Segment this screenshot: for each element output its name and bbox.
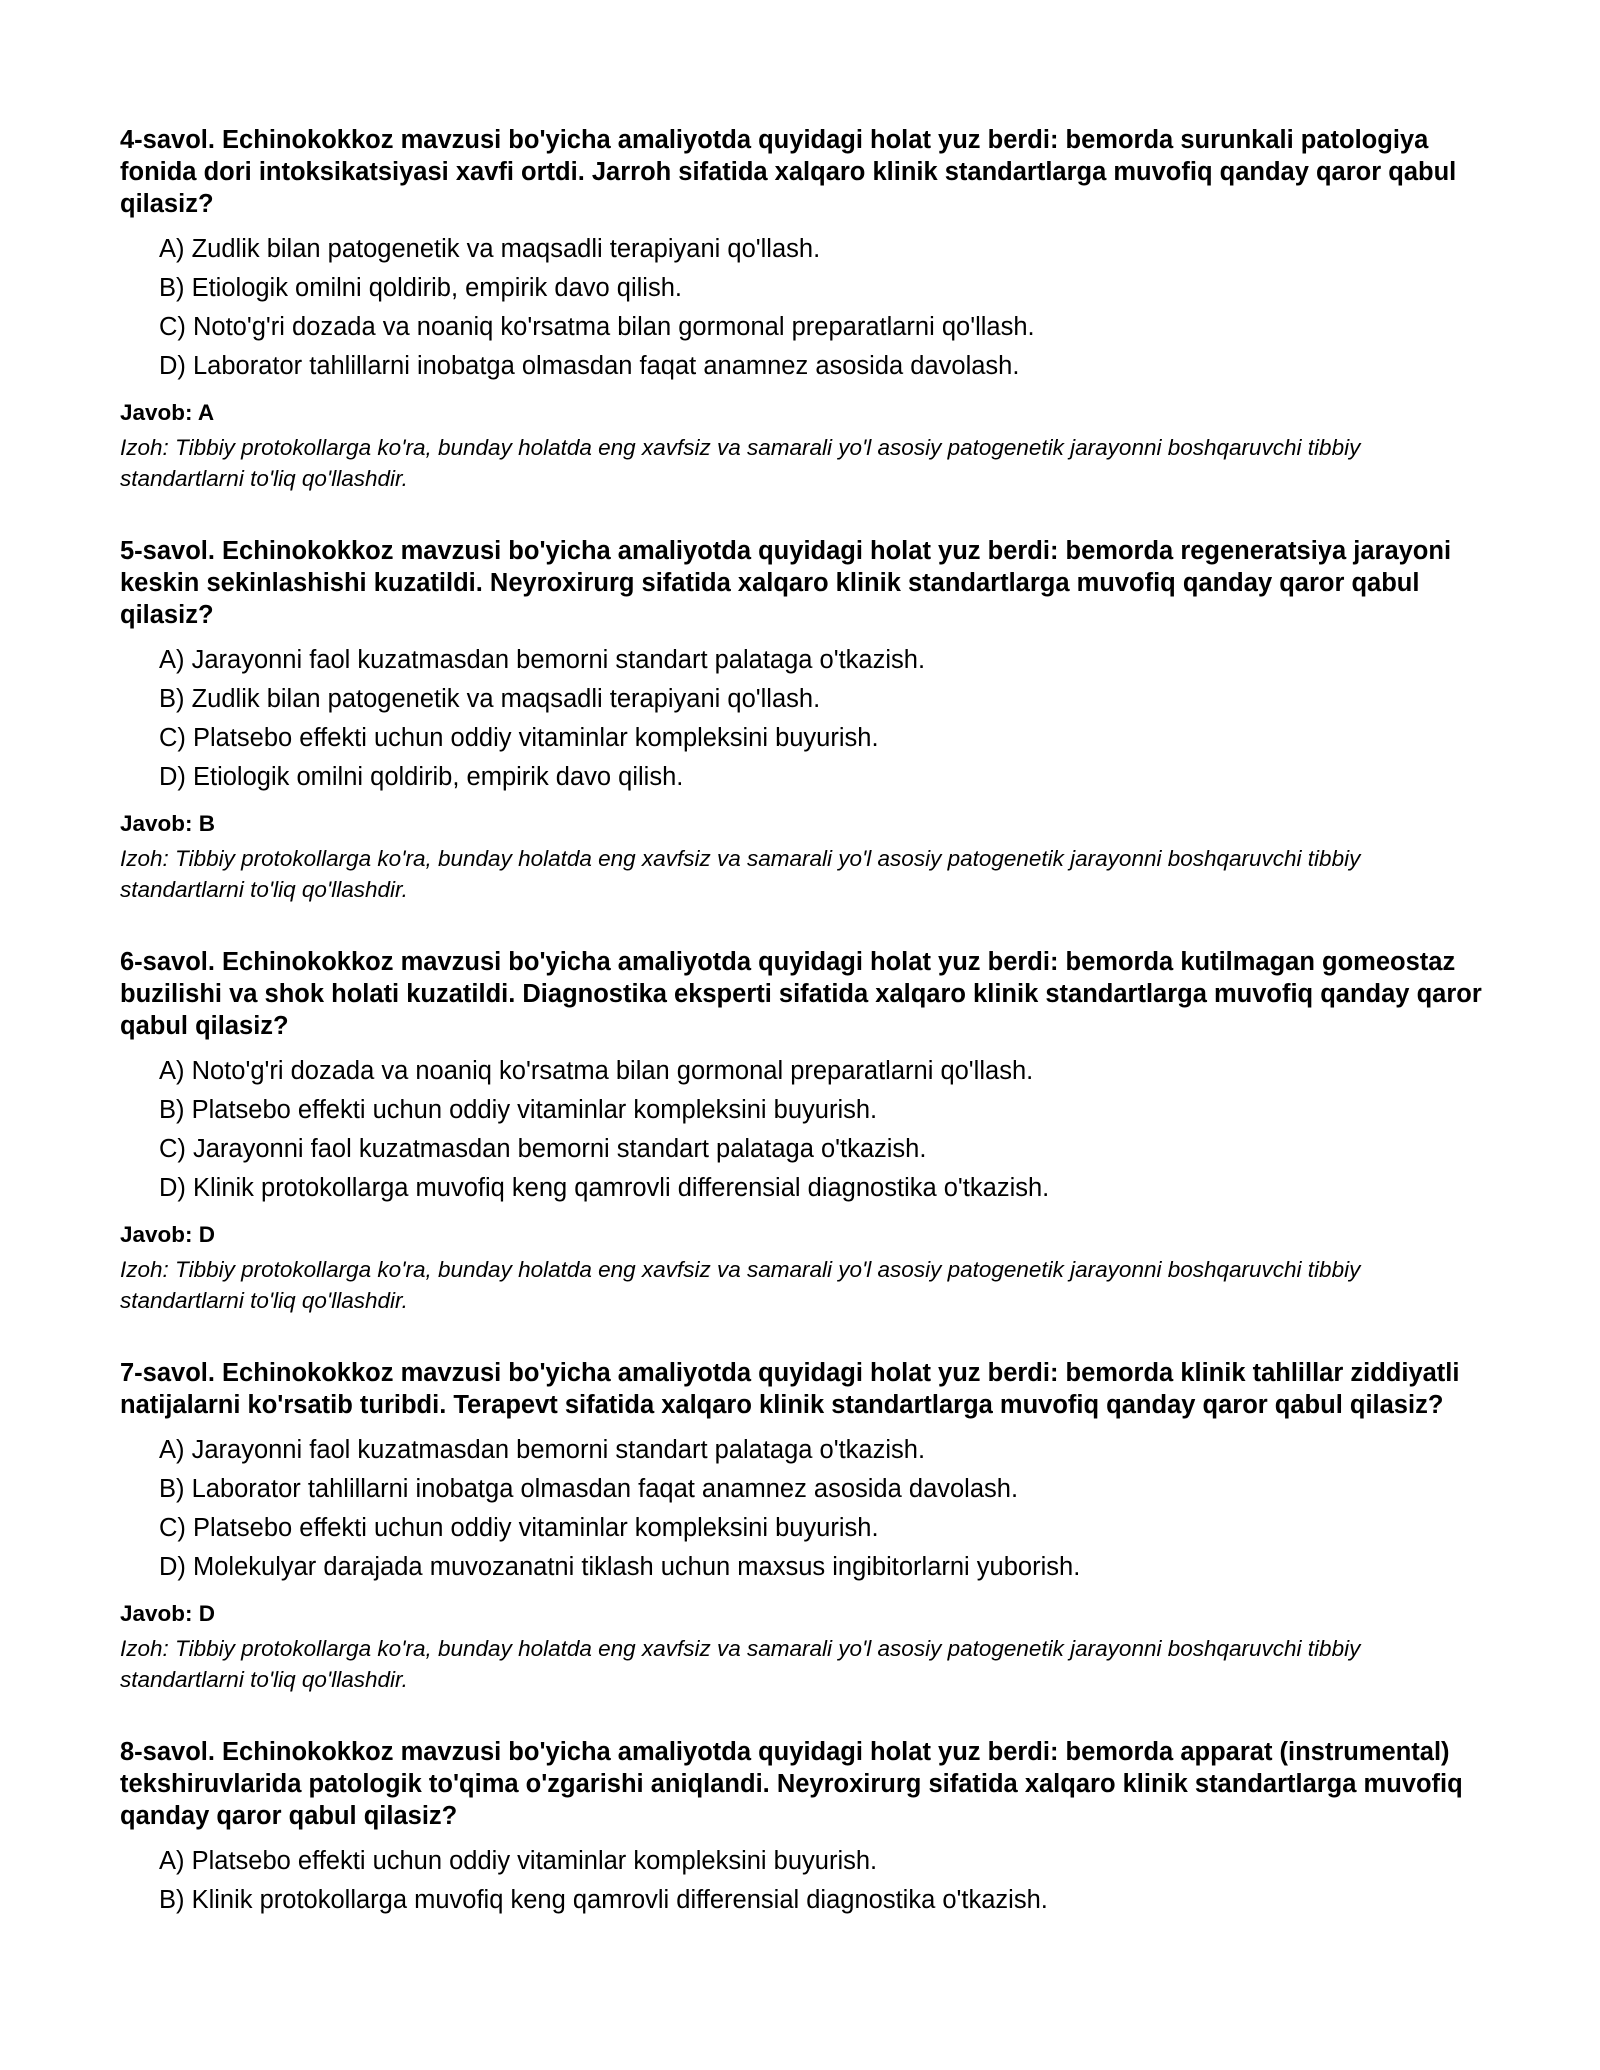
option-list <box>120 641 1490 797</box>
option-a: A) Zudlik bilan patogenetik va maqsadli terapiyani qo'llash. <box>159 235 821 263</box>
option-b: B) Platsebo effekti uchun oddiy vitaminlar kompleksini buyurish. <box>159 1096 878 1124</box>
option-d: D) Molekulyar darajada muvozanatni tiklash uchun maxsus ingibitorlarni yuborish. <box>159 1553 1081 1581</box>
option-list <box>120 1052 1490 1208</box>
option-b: B) Zudlik bilan patogenetik va maqsadli terapiyani qo'llash. <box>159 685 821 713</box>
option-c: C) Platsebo effekti uchun oddiy vitaminlar kompleksini buyurish. <box>159 724 879 752</box>
option-b: B) Klinik protokollarga muvofiq keng qamrovli differensial diagnostika o'tkazish. <box>159 1886 1048 1914</box>
answer-label: Javob: A <box>120 400 215 425</box>
explanation-note: Izoh: Tibbiy protokollarga ko'ra, bunday holatda eng xavfsiz va samarali yo'l asosiy patogenetik jarayonni boshqaruvchi tibbiy standartlarni to'liq qo'llashdir. <box>120 1257 1361 1313</box>
option-d: D) Klinik protokollarga muvofiq keng qamrovli differensial diagnostika o'tkazish. <box>159 1174 1050 1202</box>
document-page <box>120 124 1490 1961</box>
answer-label: Javob: B <box>120 811 216 836</box>
option-d: D) Etiologik omilni qoldirib, empirik davo qilish. <box>159 763 684 791</box>
question-title: 4-savol. Echinokokkoz mavzusi bo'yicha amaliyotda quyidagi holat yuz berdi: bemorda surunkali patologiya fonida dori intoksikatsiyasi xavfi ortdi. Jarroh sifatida xalqaro klinik standartlarga muvofiq qanday qaror qabul qilasiz? <box>120 126 1457 218</box>
option-list <box>120 230 1490 386</box>
question-4 <box>120 124 1490 494</box>
question-title: 6-savol. Echinokokkoz mavzusi bo'yicha amaliyotda quyidagi holat yuz berdi: bemorda kutilmagan gomeostaz buzilishi va shok holati kuzatildi. Diagnostika eksperti sifatida xalqaro klinik standartlarga muvofiq qanday qaror qabul qilasiz? <box>120 948 1482 1040</box>
option-c: C) Jarayonni faol kuzatmasdan bemorni standart palataga o'tkazish. <box>159 1135 927 1163</box>
option-a: A) Jarayonni faol kuzatmasdan bemorni standart palataga o'tkazish. <box>159 646 926 674</box>
option-d: D) Laborator tahlillarni inobatga olmasdan faqat anamnez asosida davolash. <box>159 352 1020 380</box>
question-7 <box>120 1357 1490 1695</box>
option-a: A) Platsebo effekti uchun oddiy vitaminlar kompleksini buyurish. <box>159 1847 878 1875</box>
option-a: A) Noto'g'ri dozada va noaniq ko'rsatma bilan gormonal preparatlarni qo'llash. <box>159 1057 1034 1085</box>
question-6 <box>120 946 1490 1316</box>
option-b: B) Laborator tahlillarni inobatga olmasdan faqat anamnez asosida davolash. <box>159 1475 1019 1503</box>
question-5 <box>120 535 1490 905</box>
question-8 <box>120 1736 1490 1920</box>
option-a: A) Jarayonni faol kuzatmasdan bemorni standart palataga o'tkazish. <box>159 1436 926 1464</box>
option-list <box>120 1431 1490 1587</box>
question-title: 5-savol. Echinokokkoz mavzusi bo'yicha amaliyotda quyidagi holat yuz berdi: bemorda regeneratsiya jarayoni keskin sekinlashishi kuzatildi. Neyroxirurg sifatida xalqaro klinik standartlarga muvofiq qanday qaror qabul qilasiz? <box>120 537 1452 629</box>
explanation-note: Izoh: Tibbiy protokollarga ko'ra, bunday holatda eng xavfsiz va samarali yo'l asosiy patogenetik jarayonni boshqaruvchi tibbiy standartlarni to'liq qo'llashdir. <box>120 1636 1361 1692</box>
option-c: C) Noto'g'ri dozada va noaniq ko'rsatma bilan gormonal preparatlarni qo'llash. <box>159 313 1035 341</box>
option-b: B) Etiologik omilni qoldirib, empirik davo qilish. <box>159 274 682 302</box>
explanation-note: Izoh: Tibbiy protokollarga ko'ra, bunday holatda eng xavfsiz va samarali yo'l asosiy patogenetik jarayonni boshqaruvchi tibbiy standartlarni to'liq qo'llashdir. <box>120 435 1361 491</box>
option-list <box>120 1842 1490 1920</box>
option-c: C) Platsebo effekti uchun oddiy vitaminlar kompleksini buyurish. <box>159 1514 879 1542</box>
question-title: 8-savol. Echinokokkoz mavzusi bo'yicha amaliyotda quyidagi holat yuz berdi: bemorda apparat (instrumental) tekshiruvlarida patologik to'qima o'zgarishi aniqlandi. Neyroxirurg sifatida xalqaro klinik standartlarga muvofiq qanday qaror qabul qilasiz? <box>120 1738 1463 1830</box>
answer-label: Javob: D <box>120 1601 216 1626</box>
answer-label: Javob: D <box>120 1222 216 1247</box>
question-title: 7-savol. Echinokokkoz mavzusi bo'yicha amaliyotda quyidagi holat yuz berdi: bemorda klinik tahlillar ziddiyatli natijalarni ko'rsatib turibdi. Terapevt sifatida xalqaro klinik standartlarga muvofiq qanday qaror qabul qilasiz? <box>120 1359 1460 1419</box>
explanation-note: Izoh: Tibbiy protokollarga ko'ra, bunday holatda eng xavfsiz va samarali yo'l asosiy patogenetik jarayonni boshqaruvchi tibbiy standartlarni to'liq qo'llashdir. <box>120 846 1361 902</box>
